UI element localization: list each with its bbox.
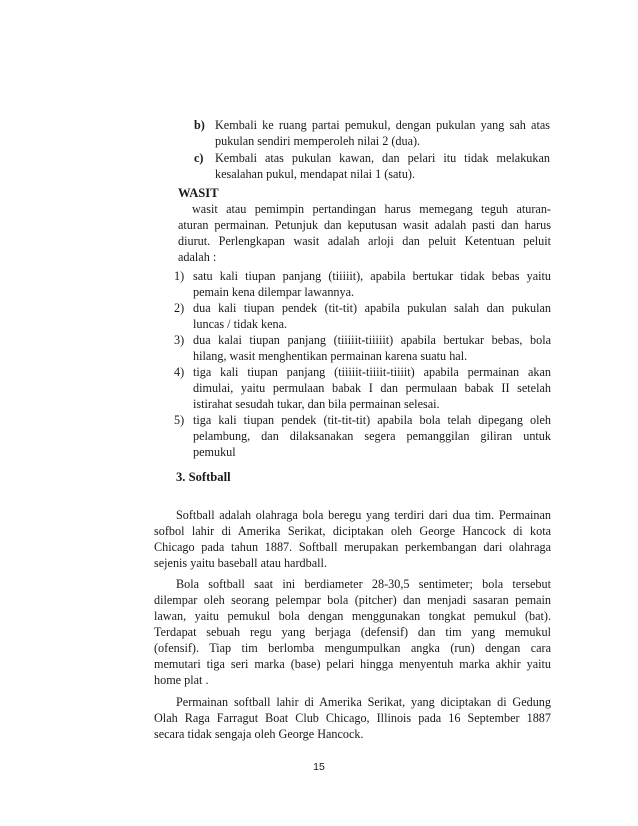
wasit-heading: WASIT — [178, 186, 219, 200]
wasit-line-3: diurut. Perlengkapan wasit adalah arloji dan peluit Ketentuan peluit — [178, 234, 551, 248]
list-label-b: b) — [194, 118, 205, 132]
softball-p3-line-1: Permainan softball lahir di Amerika Serikat, yang diciptakan di Gedung — [176, 695, 551, 709]
peluit-5-line-3: pemukul — [193, 445, 236, 459]
peluit-num-2: 2) — [174, 301, 185, 315]
peluit-num-1: 1) — [174, 269, 185, 283]
softball-p2-line-3: lawan, yaitu pemukul bola dengan menggunakan tongkat pemukul (bat). — [154, 609, 551, 623]
softball-p2-line-2: dilempar oleh seorang pelempar bola (pitcher) dan menjadi sasaran pemain — [154, 593, 551, 607]
peluit-3-line-2: hilang, wasit menghentikan permainan karena suatu hal. — [193, 349, 468, 363]
peluit-num-3: 3) — [174, 333, 185, 347]
softball-heading: 3. Softball — [176, 470, 231, 484]
peluit-num-4: 4) — [174, 365, 185, 379]
softball-p1-line-3: Chicago pada tahun 1887. Softball merupakan perkembangan dari olahraga — [154, 540, 551, 554]
peluit-2-line-1: dua kali tiupan pendek (tit-tit) apabila pukulan salah dan pukulan — [193, 301, 551, 315]
wasit-line-1: wasit atau pemimpin pertandingan harus memegang teguh aturan- — [192, 202, 551, 216]
list-c-line-2: kesalahan pukul, mendapat nilai 1 (satu). — [215, 167, 416, 181]
peluit-1-line-2: pemain kena dilempar lawannya. — [193, 285, 355, 299]
list-b-line-2: pukulan sendiri memperoleh nilai 2 (dua). — [215, 134, 421, 148]
peluit-5-line-2: pelambung, dan dilaksanakan segera pemanggilan giliran untuk — [193, 429, 551, 443]
peluit-4-line-3: istirahat sesudah tukar, dan bila permainan selesai. — [193, 397, 440, 411]
peluit-4-line-1: tiga kali tiupan panjang (tiiiiit-tiiiit-tiiiit) apabila permainan akan — [193, 365, 551, 379]
list-b-line-1: Kembali ke ruang partai pemukul, dengan pukulan yang sah atas — [215, 118, 550, 132]
wasit-line-2: aturan permainan. Petunjuk dan keputusan wasit adalah pasti dan harus — [178, 218, 551, 232]
list-label-c: c) — [194, 151, 204, 165]
softball-p1-line-1: Softball adalah olahraga bola beregu yang terdiri dari dua tim. Permainan — [176, 508, 551, 522]
wasit-line-4: adalah : — [178, 250, 217, 264]
softball-p2-line-7: home plat . — [154, 673, 209, 687]
peluit-4-line-2: dimulai, yaitu permulaan babak I dan permulaan babak II setelah — [193, 381, 551, 395]
softball-p2-line-4: Terdapat sebuah regu yang berjaga (defensif) dan tim yang memukul — [154, 625, 551, 639]
peluit-num-5: 5) — [174, 413, 185, 427]
softball-p3-line-2: Olah Raga Farragut Boat Club Chicago, Illinois pada 16 September 1887 — [154, 711, 551, 725]
softball-p1-line-2: sofbol lahir di Amerika Serikat, diciptakan oleh George Hancock di kota — [154, 524, 551, 538]
softball-p2-line-6: memutari tiga seri marka (base) pelari hingga menyentuh marka akhir yaitu — [154, 657, 551, 671]
softball-p2-line-5: (ofensif). Tiap tim berlomba mengumpulkan angka (run) dengan cara — [154, 641, 551, 655]
softball-p3-line-3: secara tidak sengaja oleh George Hancock. — [154, 727, 364, 741]
softball-p2-line-1: Bola softball saat ini berdiameter 28-30,5 sentimeter; bola tersebut — [176, 577, 551, 591]
softball-p1-line-4: sejenis yaitu baseball atau hardball. — [154, 556, 327, 570]
peluit-2-line-2: luncas / tidak kena. — [193, 317, 288, 331]
page-number: 15 — [313, 761, 325, 773]
list-c-line-1: Kembali atas pukulan kawan, dan pelari itu tidak melakukan — [215, 151, 550, 165]
peluit-3-line-1: dua kalai tiupan panjang (tiiiiit-tiiiiit) apabila bertukar bebas, bola — [193, 333, 551, 347]
peluit-1-line-1: satu kali tiupan panjang (tiiiiit), apabila bertukar tidak bebas yaitu — [193, 269, 551, 283]
peluit-5-line-1: tiga kali tiupan pendek (tit-tit-tit) apabila bola telah dipegang oleh — [193, 413, 551, 427]
